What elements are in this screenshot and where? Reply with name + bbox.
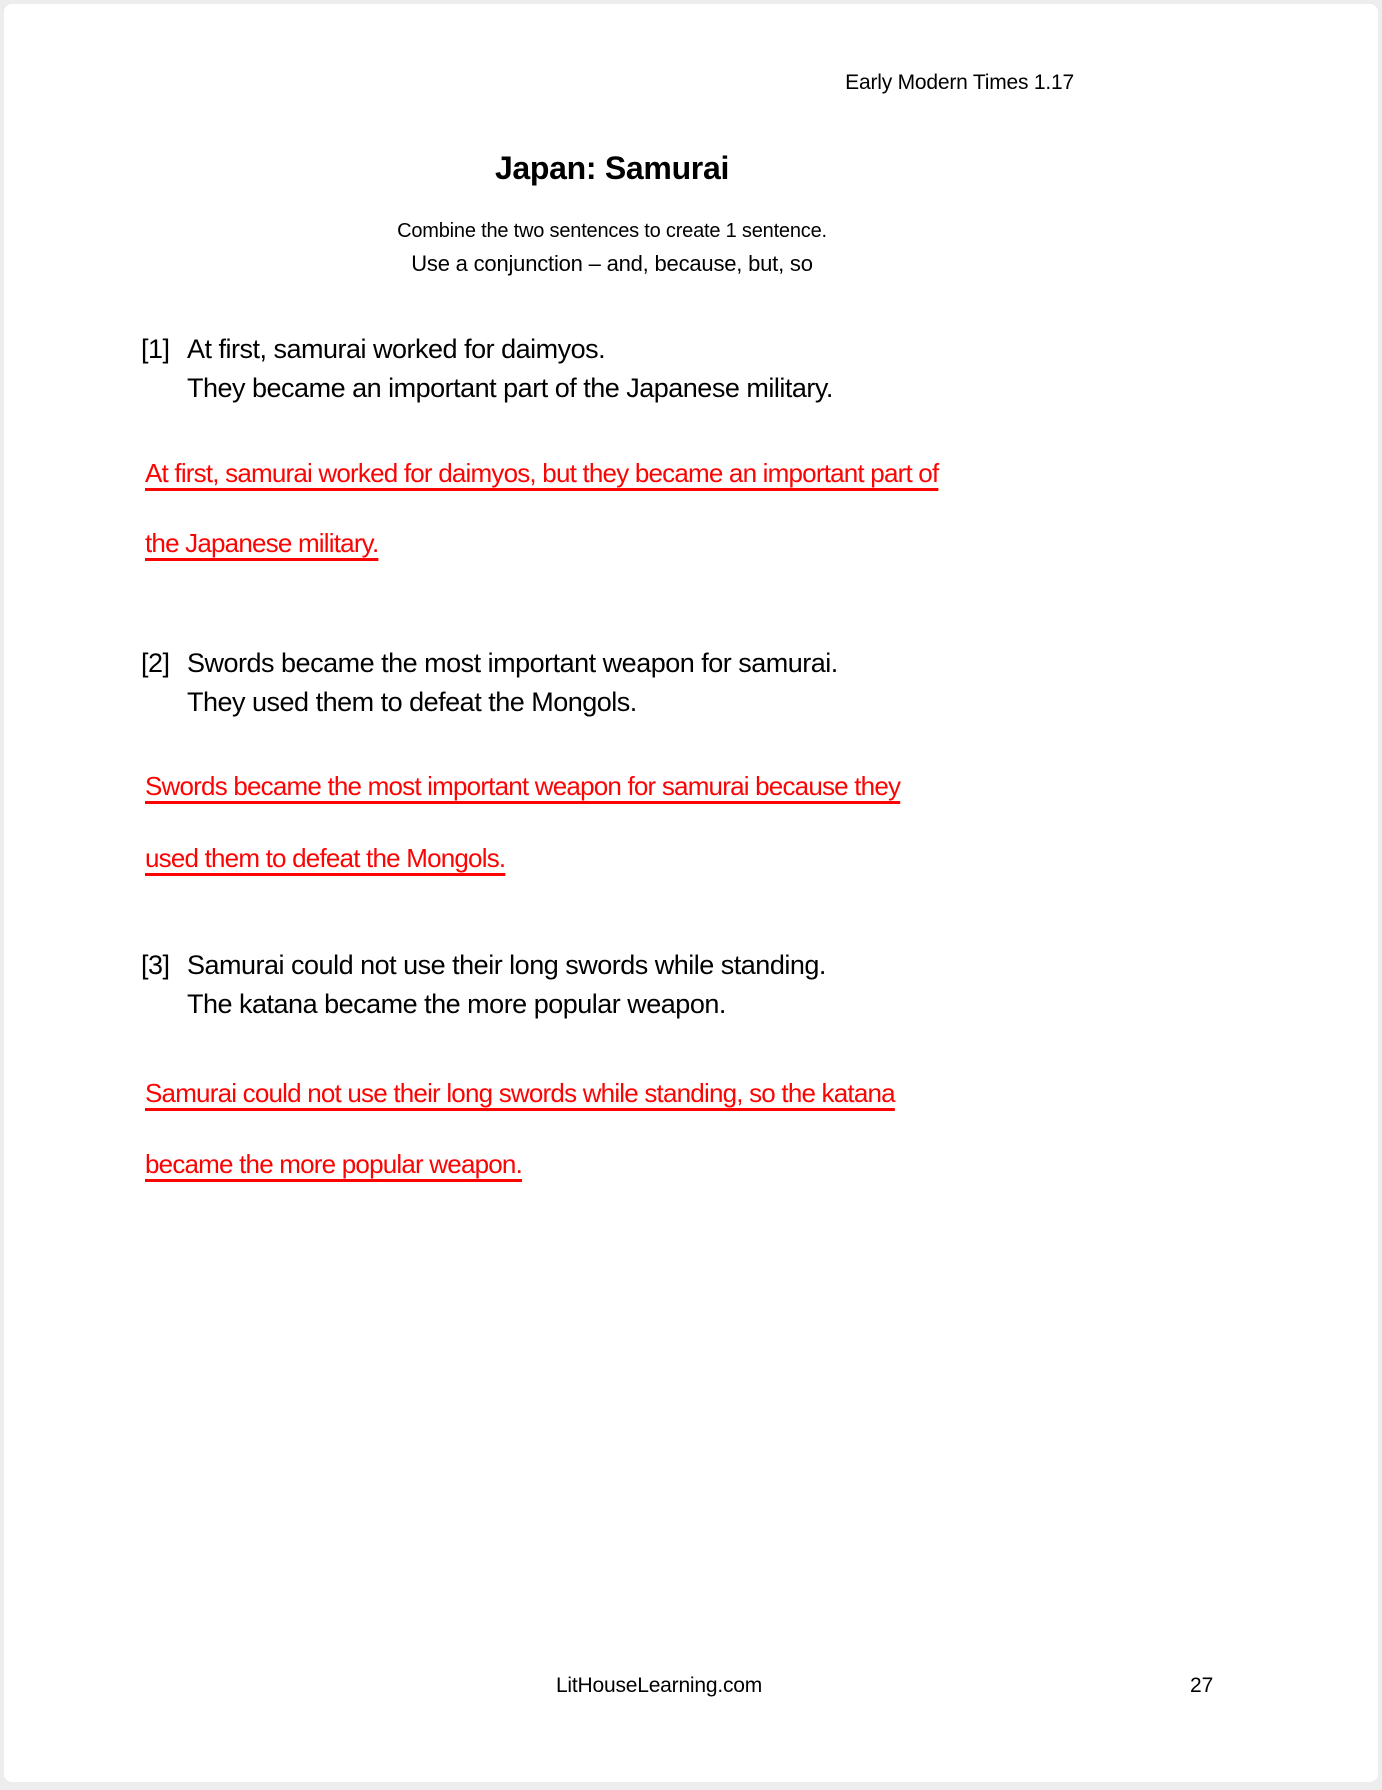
exercise-2-answer-line-1: Swords became the most important weapon for samurai because they [145,771,901,801]
exercise-2-number: [2] [141,648,170,678]
exercise-3-sentence-2: The katana became the more popular weapon. [187,989,726,1019]
exercise-1-answer-line-1: At first, samurai worked for daimyos, but they became an important part of [145,458,939,488]
exercise-2-sentence-1: Swords became the most important weapon for samurai. [187,648,838,678]
footer-page-number: 27 [1190,1674,1214,1697]
header-course-code: Early Modern Times 1.17 [845,71,1074,94]
exercise-2-answer-line-2: used them to defeat the Mongols. [145,843,506,873]
exercise-3-number: [3] [141,950,170,980]
exercise-1-answer-line-2: the Japanese military. [145,528,379,558]
footer-site-name: LitHouseLearning.com [555,1674,763,1697]
exercise-1-sentence-2: They became an important part of the Japanese military. [187,373,833,403]
exercise-2 [141,644,1141,722]
instruction-line-2: Use a conjunction – and, because, but, so [411,251,813,276]
exercise-2-sentence-2: They used them to defeat the Mongols. [187,687,637,717]
exercise-3-sentence-1: Samurai could not use their long swords while standing. [187,950,826,980]
exercise-3-answer-line-2: became the more popular weapon. [145,1149,523,1179]
page-title: Japan: Samurai [494,150,730,186]
exercise-1-number: [1] [141,334,170,364]
exercise-1-sentence-1: At first, samurai worked for daimyos. [187,334,606,364]
exercise-3-answer-line-1: Samurai could not use their long swords while standing, so the katana [145,1078,895,1108]
worksheet-page [4,4,1378,1782]
instruction-line-1: Combine the two sentences to create 1 sentence. [397,220,827,242]
exercise-1 [141,330,1141,408]
exercise-3 [141,946,1141,1024]
